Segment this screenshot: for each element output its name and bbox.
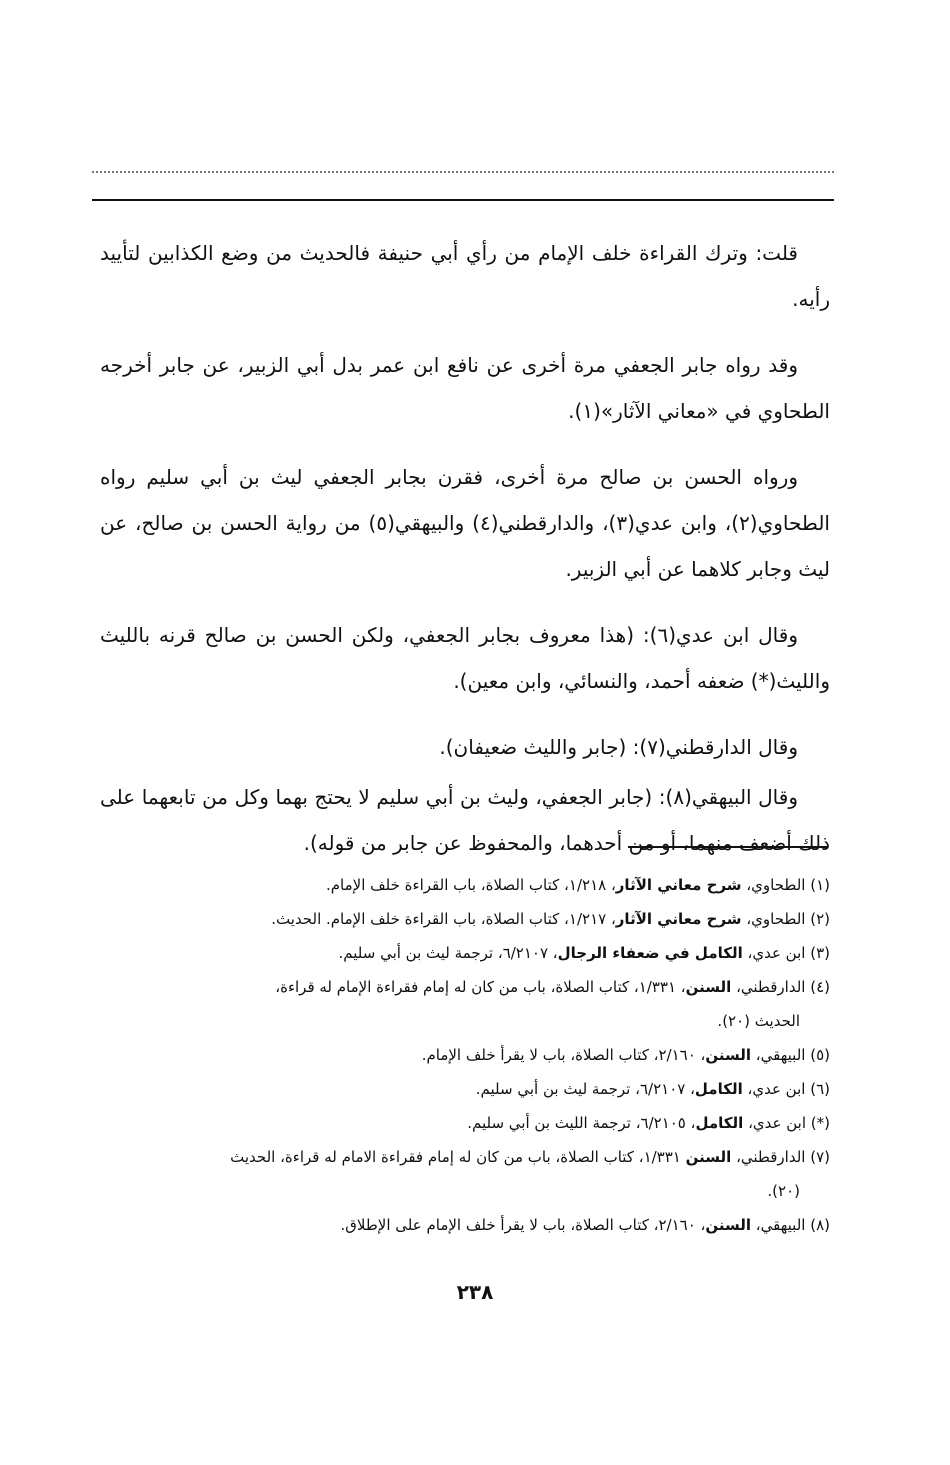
footnote-8: (٨) البيهقي، السنن، ٢/١٦٠، كتاب الصلاة، باب لا يقرأ خلف الإمام على الإطلاق. bbox=[340, 1216, 830, 1234]
paragraph-5-text: وقال الدارقطني(٧): (جابر والليث ضعيفان). bbox=[439, 735, 798, 759]
paragraph-6 bbox=[100, 774, 830, 866]
footnote-separator bbox=[628, 846, 828, 848]
footnote-3: (٣) ابن عدي، الكامل في ضعفاء الرجال، ٦/٢١٠٧، ترجمة ليث بن أبي سليم. bbox=[338, 944, 830, 962]
paragraph-4 bbox=[100, 612, 830, 704]
footnote-5: (٥) البيهقي، السنن، ٢/١٦٠، كتاب الصلاة، باب لا يقرأ خلف الإمام. bbox=[421, 1046, 830, 1064]
paragraph-4-text: وقال ابن عدي(٦): (هذا معروف بجابر الجعفي، ولكن الحسن بن صالح قرنه بالليث والليث(*) ضعفه أحمد، والنسائي، وابن معين). bbox=[100, 623, 830, 693]
paragraph-5 bbox=[100, 724, 830, 770]
page-number: ٢٣٨ bbox=[456, 1280, 494, 1304]
main-text bbox=[100, 230, 830, 886]
footnote-1: (١) الطحاوي، شرح معاني الآثار، ١/٢١٨، كتاب الصلاة، باب القراءة خلف الإمام. bbox=[326, 876, 830, 894]
header-rule bbox=[92, 199, 834, 201]
paragraph-3 bbox=[100, 454, 830, 592]
footnote-4-continuation: الحديث (٢٠). bbox=[717, 1012, 800, 1030]
paragraph-3-text: ورواه الحسن بن صالح مرة أخرى، فقرن بجابر الجعفي ليث بن أبي سليم رواه الطحاوي(٢)، وابن عدي(٣)، والدارقطني(٤) والبيهقي(٥) من رواية الحسن بن صالح، عن ليث وجابر كلاهما عن أبي الزبير. bbox=[100, 465, 830, 581]
footnote-2: (٢) الطحاوي، شرح معاني الآثار، ١/٢١٧، كتاب الصلاة، باب القراءة خلف الإمام. الحديث. bbox=[271, 910, 830, 928]
footnote-7-continuation: (٢٠). bbox=[767, 1182, 800, 1200]
footnote-4: (٤) الدارقطني، السنن، ١/٣٣١، كتاب الصلاة، باب من كان له إمام فقراءة الإمام له قراءة، bbox=[275, 978, 830, 996]
footnote-6: (٦) ابن عدي، الكامل، ٦/٢١٠٧، ترجمة ليث بن أبي سليم. bbox=[475, 1080, 830, 1098]
paragraph-1 bbox=[100, 230, 830, 322]
header-dotted-line bbox=[92, 171, 834, 173]
paragraph-2 bbox=[100, 342, 830, 434]
paragraph-2-text: وقد رواه جابر الجعفي مرة أخرى عن نافع ابن عمر بدل أبي الزبير، عن جابر أخرجه الطحاوي في «معاني الآثار»(١). bbox=[100, 353, 830, 423]
paragraph-6-text: وقال البيهقي(٨): (جابر الجعفي، وليث بن أبي سليم لا يحتج بهما وكل من تابعهما على ذلك أضعف منهما، أو من أحدهما، والمحفوظ عن جابر من قوله). bbox=[100, 785, 830, 855]
footnotes bbox=[100, 868, 830, 1242]
footnote-7: (٧) الدارقطني، السنن ١/٣٣١، كتاب الصلاة، باب من كان له إمام فقراءة الامام له قراءة، الحديث bbox=[230, 1148, 830, 1166]
footnote-star: (*) ابن عدي، الكامل، ٦/٢١٠٥، ترجمة الليث بن أبي سليم. bbox=[467, 1114, 830, 1132]
paragraph-1-text: قلت: وترك القراءة خلف الإمام من رأي أبي حنيفة فالحديث من وضع الكذابين لتأييد رأيه. bbox=[100, 241, 830, 311]
